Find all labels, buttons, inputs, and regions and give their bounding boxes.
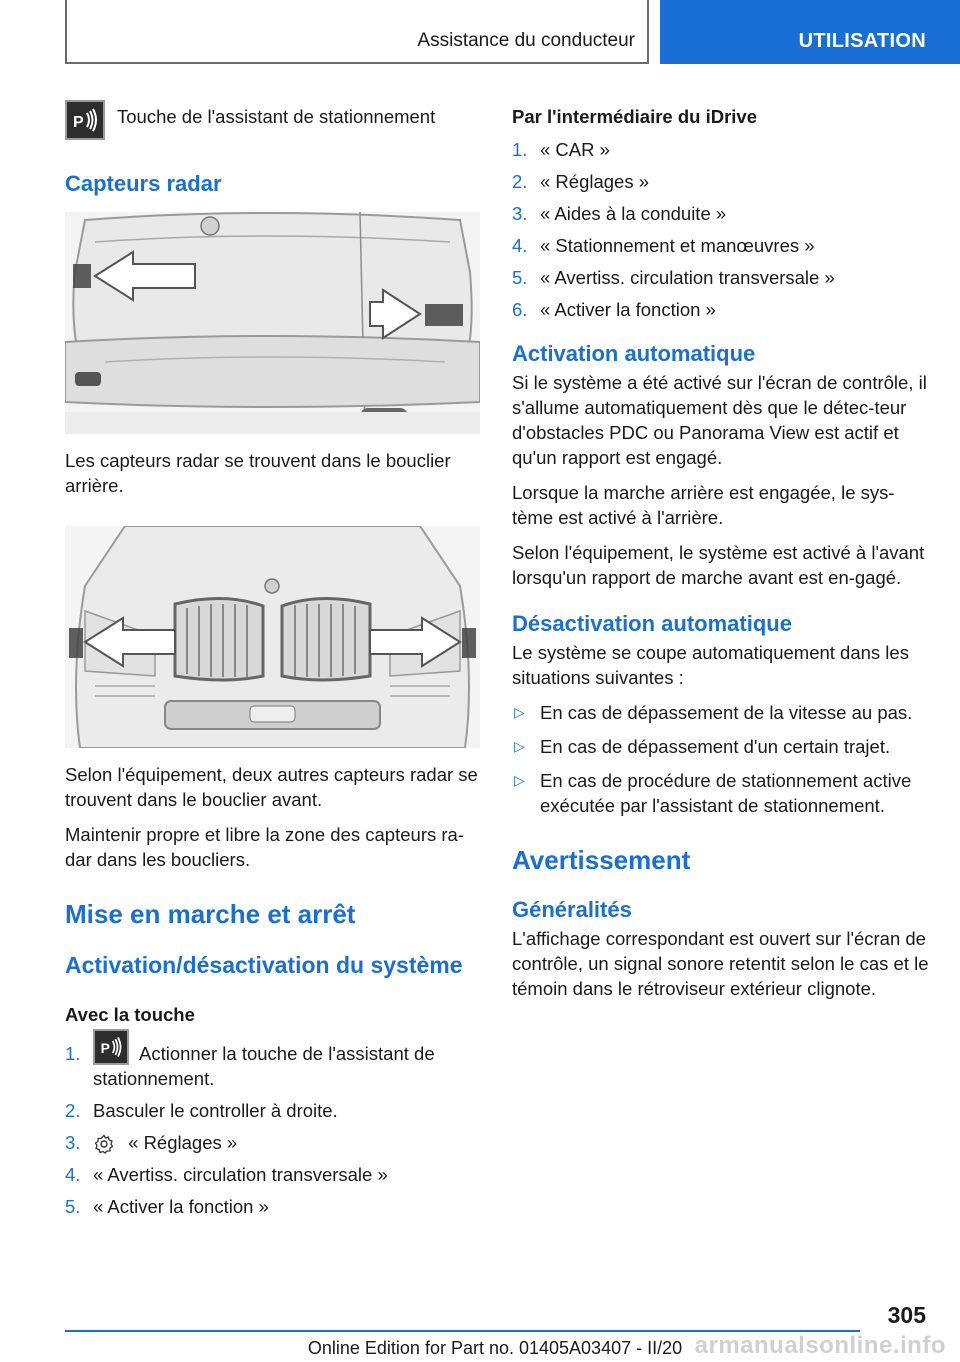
- parking-assistant-key-icon: [65, 100, 105, 140]
- auto-on-text-1: Si le système a été activé sur l'écran de contrôle, il s'allume automatiquement dès que le détec-teur d'obstacles PDC ou Panorama View est actif et qu'un rapport est engagé.: [512, 372, 927, 468]
- heading-activation-automatique: Activation automatique: [512, 341, 756, 366]
- list-item: 3. « Aides à la conduite »: [512, 203, 727, 224]
- key-steps-list: [65, 1041, 480, 1219]
- list-item: 3. « Réglages »: [65, 1130, 480, 1155]
- subheading-idrive: Par l'intermédiaire du iDrive: [512, 106, 757, 127]
- heading-avertissement: Avertissement: [512, 845, 691, 875]
- list-item: 4. « Stationnement et manœuvres »: [512, 235, 815, 256]
- triangle-bullet-icon: ▷: [514, 738, 525, 754]
- heading-generalites: Généralités: [512, 897, 632, 922]
- clean-sensors-text: Maintenir propre et libre la zone des capteurs ra-dar dans les boucliers.: [65, 824, 464, 870]
- idrive-steps-list: [512, 137, 930, 322]
- key-caption-row: [65, 100, 480, 140]
- heading-activation-desactivation: Activation/désactivation du système: [65, 952, 463, 978]
- triangle-bullet-icon: ▷: [514, 704, 525, 720]
- gear-icon: [93, 1133, 115, 1155]
- footer-edition: Online Edition for Part no. 01405A03407 - II/20: [307, 1338, 683, 1358]
- auto-on-text-2: Lorsque la marche arrière est engagée, le sys-tème est activé à l'arrière.: [512, 482, 895, 528]
- auto-off-intro: Le système se coupe automatiquement dans les situations suivantes :: [512, 642, 909, 688]
- front-bumper-illustration: [65, 526, 480, 748]
- auto-off-list: [512, 700, 930, 818]
- front-radar-text: Selon l'équipement, deux autres capteurs radar se trouvent dans le bouclier avant.: [65, 764, 478, 810]
- parking-assistant-key-icon: [93, 1029, 129, 1065]
- left-column: [65, 100, 480, 1226]
- auto-on-text-3: Selon l'équipement, le système est activé à l'avant lorsqu'un rapport de marche avant est en-gagé.: [512, 542, 925, 588]
- header-section-box: [65, 0, 649, 64]
- list-item: 1. P Actionner la touche de l'assistant de stationnement.: [65, 1041, 480, 1091]
- header-tab: [660, 0, 960, 64]
- subheading-avec-la-touche: Avec la touche: [65, 1004, 195, 1025]
- svg-text:P: P: [73, 114, 84, 131]
- list-item: 5. « Avertiss. circulation transversale »: [512, 267, 835, 288]
- page-number: 305: [887, 1302, 926, 1328]
- header-tab-label: UTILISATION: [798, 30, 926, 52]
- list-item: 6. « Activer la fonction »: [512, 299, 716, 320]
- general-text: L'affichage correspondant est ouvert sur l'écran de contrôle, un signal sonore retentit selon le cas et le témoin dans le rétroviseur extérieur clignote.: [512, 928, 929, 999]
- heading-mise-en-marche: Mise en marche et arrêt: [65, 899, 356, 929]
- heading-capteurs-radar: Capteurs radar: [65, 171, 222, 196]
- header-section-title: Assistance du conducteur: [417, 30, 635, 51]
- svg-text:P: P: [100, 1040, 110, 1057]
- key-caption: Touche de l'assistant de stationnement: [117, 106, 436, 127]
- list-item: ▷ En cas de dépassement de la vitesse au pas.: [514, 702, 913, 723]
- watermark: armanualsonline.info: [694, 1332, 946, 1359]
- triangle-bullet-icon: ▷: [514, 772, 525, 788]
- list-item: 5. « Activer la fonction »: [65, 1196, 269, 1218]
- rear-radar-text: Les capteurs radar se trouvent dans le bouclier arrière.: [65, 450, 451, 496]
- right-column: [512, 100, 930, 1001]
- list-item: 1. « CAR »: [512, 139, 610, 160]
- list-item: ▷ En cas de procédure de stationnement active exécutée par l'assistant de stationnement.: [514, 770, 912, 816]
- list-item: 4. « Avertiss. circulation transversale »: [65, 1164, 388, 1186]
- list-item: 2. Basculer le controller à droite.: [65, 1100, 338, 1121]
- list-item: 2. « Réglages »: [512, 171, 650, 192]
- heading-desactivation-automatique: Désactivation automatique: [512, 611, 792, 636]
- list-item: ▷ En cas de dépassement d'un certain trajet.: [514, 736, 891, 757]
- rear-bumper-illustration: [65, 212, 480, 434]
